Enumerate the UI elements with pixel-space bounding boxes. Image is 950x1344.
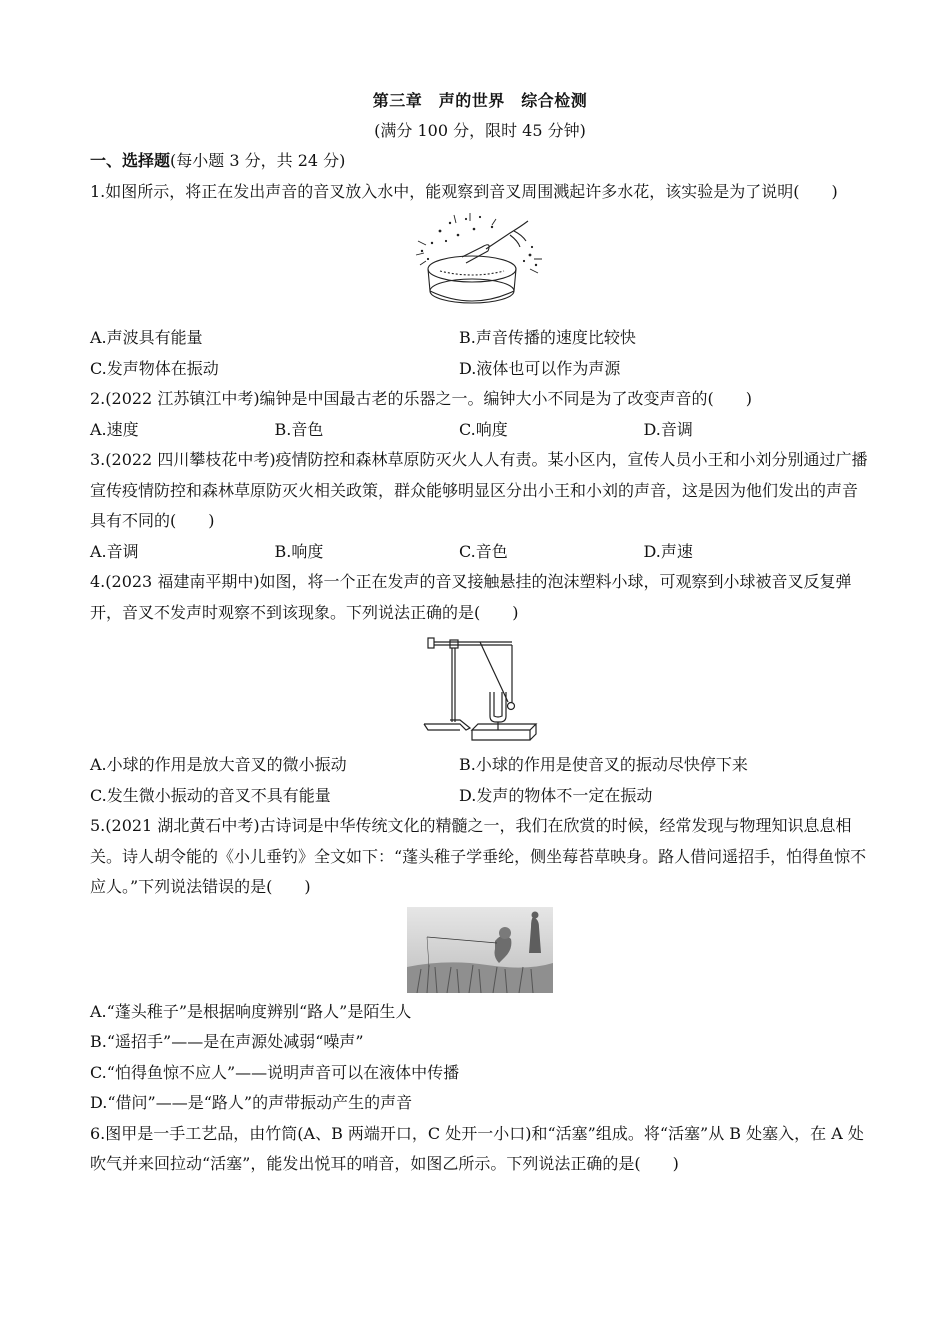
question-4-option-c[interactable]: C.发生微小振动的音叉不具有能量 (90, 785, 331, 805)
question-3-option-c[interactable]: C.音色 (459, 541, 508, 561)
question-6-stem: 6.图甲是一手工艺品，由竹筒(A、B 两端开口，C 处开一小口)和“活塞”组成。将“活塞”从 B 处塞入，在 A 处吹气并来回拉动“活塞”，能发出悦耳的哨音，如图乙所示。下列说法正确的是( ) (90, 1123, 864, 1173)
question-3-option-a[interactable]: A.音调 (90, 541, 139, 561)
question-4-figure (90, 632, 870, 750)
question-4-stem: 4.(2023 福建南平期中)如图，将一个正在发声的音叉接触悬挂的泡沫塑料小球，可观察到小球被音叉反复弹开，音叉不发声时观察不到该现象。下列说法正确的是( ) (90, 572, 852, 622)
question-1-option-d[interactable]: D.液体也可以作为声源 (459, 358, 621, 378)
question-1-stem: 1.如图所示，将正在发出声音的音叉放入水中，能观察到音叉周围溅起许多水花，该实验是为了说明( ) (90, 181, 838, 201)
question-4-options (90, 750, 870, 781)
question-5-figure (90, 907, 870, 997)
question-2-options (90, 415, 870, 446)
question-1-option-b[interactable]: B.声音传播的速度比较快 (459, 328, 636, 347)
question-1-options-row2 (90, 354, 870, 385)
question-1-options (90, 323, 870, 354)
tuning-fork-in-water-illustration (410, 211, 550, 319)
question-2-option-a[interactable]: A.速度 (90, 419, 139, 439)
question-2-option-c[interactable]: C.响度 (459, 419, 508, 439)
question-5-stem: 5.(2021 湖北黄石中考)古诗词是中华传统文化的精髓之一，我们在欣赏的时候，经常发现与物理知识息息相关。诗人胡令能的《小儿垂钓》全文如下：“蓬头稚子学垂纶，侧坐莓苔草映身。路人借问遥招手，怕得鱼惊不应人。”下列说法错误的是( ) (90, 816, 867, 896)
question-2-option-d[interactable]: D.音调 (643, 419, 693, 439)
question-4-option-d[interactable]: D.发声的物体不一定在振动 (459, 785, 653, 805)
worksheet-page (90, 86, 870, 1180)
question-1-option-c[interactable]: C.发声物体在振动 (90, 358, 219, 378)
question-1-figure (90, 211, 870, 323)
question-1-option-a[interactable]: A.声波具有能量 (90, 328, 203, 347)
question-2-stem: 2.(2022 江苏镇江中考)编钟是中国最古老的乐器之一。编钟大小不同是为了改变声音的( ) (90, 389, 753, 408)
section-heading-note: (每小题 3 分，共 24 分) (170, 151, 346, 170)
tuning-fork-and-ball-illustration (420, 632, 540, 746)
question-5-option-c[interactable]: C.“怕得鱼惊不应人”——说明声音可以在液体中传播 (90, 1062, 460, 1082)
question-4-option-a[interactable]: A.小球的作用是放大音叉的微小振动 (90, 755, 347, 774)
question-3-option-b[interactable]: B.响度 (274, 541, 324, 561)
section-heading-label: 一、选择题 (90, 151, 171, 170)
question-5-option-b[interactable]: B.“遥招手”——是在声源处减弱“噪声” (90, 1032, 364, 1051)
question-4-option-b[interactable]: B.小球的作用是使音叉的振动尽快停下来 (459, 755, 748, 774)
section-heading (90, 146, 870, 177)
question-5-option-a[interactable]: A.“蓬头稚子”是根据响度辨别“路人”是陌生人 (90, 1001, 412, 1021)
child-fishing-painting (407, 907, 553, 993)
page-title: 第三章 声的世界 综合检测 (372, 91, 588, 110)
question-3-options (90, 537, 870, 568)
question-3-stem: 3.(2022 四川攀枝花中考)疫情防控和森林草原防灭火人人有责。某小区内，宣传人员小王和小刘分别通过广播宣传疫情防控和森林草原防灭火相关政策，群众能够明显区分出小王和小刘的声音，这是因为他们发出的声音具有不同的( ) (90, 450, 868, 530)
question-5-option-d[interactable]: D.“借问”——是“路人”的声带振动产生的声音 (90, 1093, 413, 1112)
question-2-option-b[interactable]: B.音色 (274, 419, 324, 439)
page-subtitle: (满分 100 分，限时 45 分钟) (374, 121, 586, 140)
question-3-option-d[interactable]: D.声速 (643, 541, 693, 561)
question-4-options-row2 (90, 781, 870, 812)
